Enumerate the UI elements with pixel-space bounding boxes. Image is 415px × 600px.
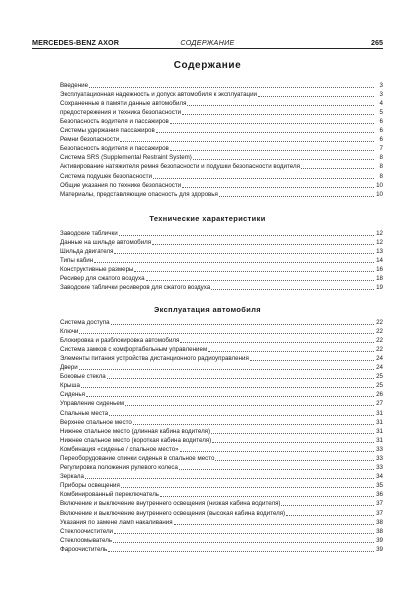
toc-entry (60, 283, 383, 292)
toc-entry (60, 317, 383, 326)
toc-entry-title: Боковые стекла (60, 373, 106, 381)
toc-entry-page: 5 (379, 108, 383, 116)
toc-entry-page: 22 (376, 336, 383, 344)
section-title-specs: Технические характеристики (149, 214, 266, 223)
toc-entry-title: Включение и выключение внутреннего освещения (низкая кабина водителя) (60, 500, 281, 508)
toc-entry (60, 472, 383, 481)
section-title-operation: Эксплуатация автомобиля (153, 305, 262, 314)
toc-entry (60, 171, 383, 180)
toc-entry-title: Приборы освещения (60, 482, 120, 490)
toc-entry-page: 8 (379, 163, 383, 171)
dot-leader (193, 159, 374, 160)
toc-entry-page: 6 (379, 117, 383, 125)
toc-entry-title: Крыша (60, 382, 80, 390)
toc-entry-page: 6 (379, 136, 383, 144)
toc-entry-page: 38 (376, 518, 383, 526)
toc-entry-title: Спальные места (60, 409, 109, 417)
dot-leader (180, 342, 374, 343)
toc-entry-page: 12 (376, 229, 383, 237)
toc-entry-title: Введение (60, 81, 89, 89)
toc-entry-page: 4 (379, 99, 383, 107)
dot-leader (187, 105, 374, 106)
toc-entry-title: Типы кабин (60, 256, 94, 264)
toc-entry-page: 26 (376, 391, 383, 399)
dot-leader (281, 505, 374, 506)
toc-entry (60, 490, 383, 499)
dot-leader (119, 235, 374, 236)
dot-leader (79, 333, 374, 334)
toc-entry-page: 6 (379, 127, 383, 135)
toc-entry-title: Данные на шильде автомобиля (60, 238, 152, 246)
dot-leader (134, 271, 374, 272)
toc-entry (60, 508, 383, 517)
toc-entry-page: 31 (376, 427, 383, 435)
toc-entry-page: 34 (376, 473, 383, 481)
toc-entry (60, 390, 383, 399)
toc-entry (60, 189, 383, 198)
dot-leader (125, 405, 374, 406)
toc-entry (60, 353, 383, 362)
toc-entry (60, 98, 383, 107)
toc-entry-page: 33 (376, 445, 383, 453)
toc-entry-page: 27 (376, 400, 383, 408)
dot-leader (111, 324, 374, 325)
toc-entry (60, 544, 383, 553)
toc-entry (60, 144, 383, 153)
toc-entry-title: Система подушек безопасности (60, 172, 152, 180)
toc-entry (60, 116, 383, 125)
toc-entry (60, 426, 383, 435)
dot-leader (301, 168, 374, 169)
brand-label: MERCEDES-BENZ AXOR (32, 38, 119, 47)
toc-entry-title: Ключи (60, 327, 79, 335)
toc-entry-page: 31 (376, 436, 383, 444)
page-title: Содержание (173, 60, 242, 71)
toc-intro-list (60, 80, 383, 198)
toc-entry (60, 517, 383, 526)
toc-entry-title: Комбинированный переключатель (60, 491, 160, 499)
toc-entry-page: 3 (379, 81, 383, 89)
dot-leader (174, 524, 374, 525)
toc-entry-title: Стеклоочистители (60, 527, 114, 535)
toc-entry-title: Фароочиститель (60, 545, 108, 553)
dot-leader (258, 96, 374, 97)
toc-entry (60, 408, 383, 417)
toc-entry-page: 31 (376, 418, 383, 426)
dot-leader (81, 387, 374, 388)
dot-leader (114, 533, 374, 534)
toc-entry-page: 25 (376, 382, 383, 390)
dot-leader (120, 141, 374, 142)
toc-entry (60, 89, 383, 98)
toc-entry (60, 481, 383, 490)
toc-entry-title: Двери (60, 364, 78, 372)
toc-entry (60, 228, 383, 237)
dot-leader (108, 551, 374, 552)
toc-entry-title: Элементы питания устройства дистанционного радиоуправления (60, 354, 249, 362)
toc-entry-title: Блокировка и разблокировка автомобиля (60, 336, 180, 344)
dot-leader (286, 515, 374, 516)
toc-entry-page: 12 (376, 238, 383, 246)
dot-leader (215, 460, 374, 461)
toc-entry-title: Эксплуатационная надежность и допуск автомобиля к эксплуатации (60, 90, 258, 98)
toc-entry-page: 10 (376, 181, 383, 189)
dot-leader (179, 469, 374, 470)
dot-leader (121, 487, 374, 488)
toc-entry-page: 37 (376, 509, 383, 517)
toc-entry-page: 33 (376, 464, 383, 472)
toc-entry-title: Ресивер для сжатого воздуха (60, 275, 145, 283)
toc-entry-page: 38 (376, 527, 383, 535)
toc-entry-page: 33 (376, 455, 383, 462)
toc-entry-title: Конструктивные размеры (60, 265, 134, 273)
toc-entry (60, 344, 383, 353)
dot-leader (133, 424, 374, 425)
toc-entry-title: Сиденья (60, 391, 85, 399)
dot-leader (152, 244, 374, 245)
toc-entry (60, 153, 383, 162)
toc-entry (60, 372, 383, 381)
toc-entry-page: 10 (376, 190, 383, 198)
dot-leader (146, 280, 374, 281)
toc-entry-page: 39 (376, 545, 383, 553)
toc-entry (60, 526, 383, 535)
toc-entry (60, 417, 383, 426)
toc-entry-title: Указания по замене ламп накаливания (60, 518, 173, 526)
toc-entry (60, 326, 383, 335)
toc-entry (60, 246, 383, 255)
header-divider (32, 48, 383, 49)
toc-entry (60, 135, 383, 144)
dot-leader (170, 123, 374, 124)
dot-leader (211, 289, 374, 290)
dot-leader (86, 396, 374, 397)
toc-entry-page: 8 (379, 172, 383, 180)
toc-entry-title: Нижнее спальное место (короткая кабина водителя) (60, 436, 212, 444)
dot-leader (180, 451, 374, 452)
toc-entry-page: 3 (379, 90, 383, 98)
toc-entry-page: 22 (376, 345, 383, 353)
toc-entry-title: Нижнее спальное место (длинная кабина водителя) (60, 427, 211, 435)
toc-entry-title: Регулировка положения рулевого колеса (60, 464, 178, 472)
toc-entry-title: Система замков с комфортабельным управлением (60, 345, 208, 353)
toc-entry-title: Управление сиденьем (60, 400, 125, 408)
section-label: СОДЕРЖАНИЕ (180, 38, 235, 47)
dot-leader (156, 132, 374, 133)
toc-entry-page: 7 (379, 145, 383, 153)
toc-entry (60, 463, 383, 472)
toc-entry (60, 435, 383, 444)
toc-entry-title: Переоборудование спинки сиденья в спальное место (60, 455, 215, 462)
toc-entry-page: 36 (376, 491, 383, 499)
toc-entry-title: Верхнее спальное место (60, 418, 132, 426)
toc-entry-page: 37 (376, 500, 383, 508)
dot-leader (212, 442, 374, 443)
toc-entry-page: 18 (376, 275, 383, 283)
toc-entry-title: Активирование натяжителя ремня безопасности и подушки безопасности водителя (60, 163, 300, 171)
toc-entry (60, 381, 383, 390)
toc-entry (60, 444, 383, 453)
dot-leader (153, 178, 374, 179)
toc-entry-page: 14 (376, 256, 383, 264)
toc-entry-page: 25 (376, 373, 383, 381)
toc-entry-page: 8 (379, 154, 383, 162)
toc-entry-title: Системы удержания пассажиров (60, 127, 155, 135)
toc-entry-page: 39 (376, 536, 383, 544)
toc-operation-list (60, 317, 383, 553)
toc-entry-title: Заводские таблички ресиверов для сжатого воздуха (60, 284, 211, 292)
dot-leader (170, 150, 374, 151)
dot-leader (160, 496, 374, 497)
toc-entry-title: Безопасность водителя и пассажиров (60, 117, 169, 125)
toc-entry (60, 255, 383, 264)
toc-entry (60, 107, 383, 116)
toc-entry-title: Система SRS (Supplemental Restraint System) (60, 154, 192, 162)
toc-entry-title: Зеркала (60, 473, 84, 481)
dot-leader (85, 478, 374, 479)
dot-leader (94, 262, 374, 263)
toc-entry (60, 362, 383, 371)
toc-entry (60, 335, 383, 344)
toc-entry-title: Система доступа (60, 318, 110, 326)
toc-entry (60, 399, 383, 408)
toc-entry-title: Безопасность водителя и пассажиров (60, 145, 169, 153)
toc-entry (60, 180, 383, 189)
dot-leader (89, 87, 374, 88)
toc-entry-title: Сохраненные в памяти данные автомобиля (60, 99, 187, 107)
toc-entry-page: 24 (376, 364, 383, 372)
toc-entry-title: предостережения и техника безопасности (60, 108, 182, 116)
toc-entry-title: Шильда двигателя (60, 247, 114, 255)
toc-entry (60, 453, 383, 462)
dot-leader (208, 351, 374, 352)
dot-leader (219, 196, 374, 197)
dot-leader (114, 253, 374, 254)
toc-entry-title: Заводские таблички (60, 229, 118, 237)
dot-leader (182, 114, 374, 115)
toc-entry-page: 31 (376, 409, 383, 417)
dot-leader (250, 360, 374, 361)
toc-entry-title: Ремни безопасности (60, 136, 120, 144)
toc-entry (60, 273, 383, 282)
toc-entry-page: 16 (376, 265, 383, 273)
toc-entry (60, 80, 383, 89)
toc-entry-page: 35 (376, 482, 383, 490)
toc-entry (60, 237, 383, 246)
toc-entry-page: 19 (376, 284, 383, 292)
toc-entry (60, 264, 383, 273)
dot-leader (113, 542, 374, 543)
toc-entry-title: Комбинация «сиденье / спальное место» (60, 445, 179, 453)
toc-entry (60, 535, 383, 544)
toc-entry-title: Материалы, представляющие опасность для здоровья (60, 190, 218, 198)
toc-entry-title: Общие указания по технике безопасности (60, 181, 182, 189)
dot-leader (182, 187, 374, 188)
page-number: 265 (371, 38, 383, 47)
toc-entry (60, 162, 383, 171)
dot-leader (109, 415, 374, 416)
toc-entry-page: 22 (376, 327, 383, 335)
dot-leader (211, 433, 374, 434)
toc-specs-list (60, 228, 383, 292)
toc-entry-page: 22 (376, 318, 383, 326)
dot-leader (79, 369, 374, 370)
toc-entry-page: 24 (376, 354, 383, 362)
toc-entry (60, 499, 383, 508)
toc-entry (60, 125, 383, 134)
toc-entry-title: Включение и выключение внутреннего освещения (высокая кабина водителя) (60, 509, 286, 517)
toc-entry-title: Стеклоомыватель (60, 536, 113, 544)
toc-entry-page: 13 (376, 247, 383, 255)
dot-leader (107, 378, 374, 379)
